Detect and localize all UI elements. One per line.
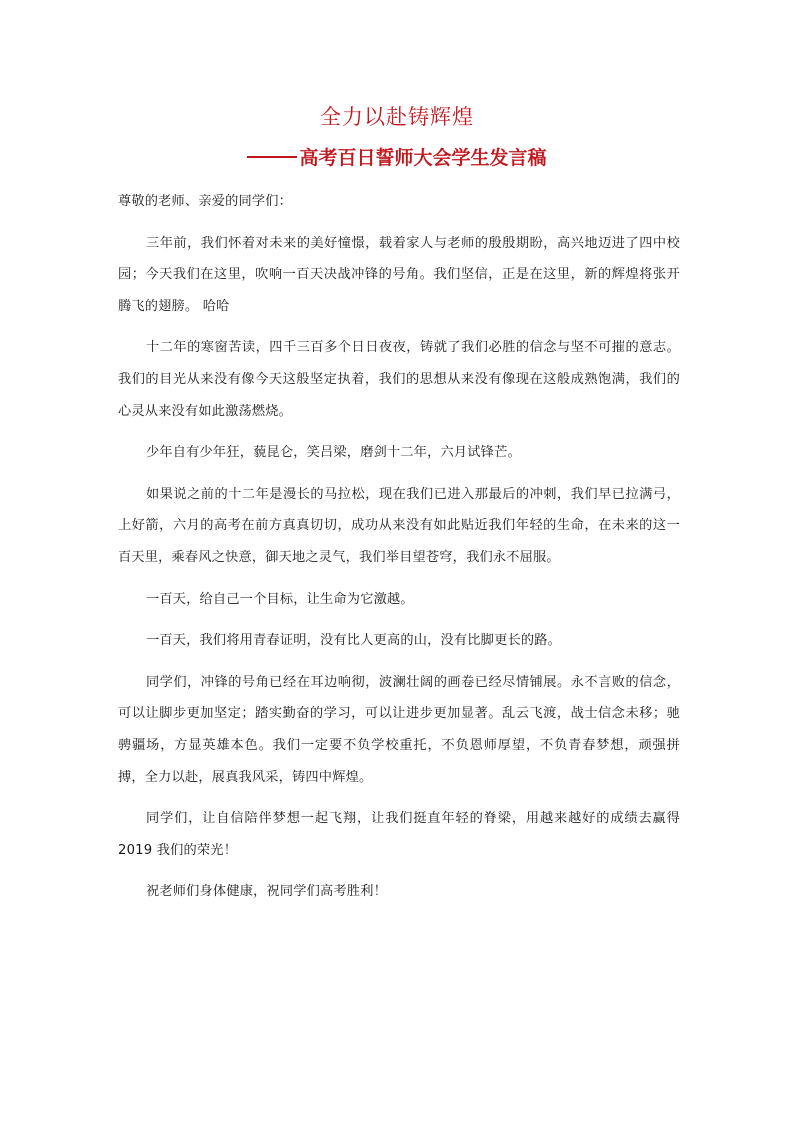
paragraph: 祝老师们身体健康，祝同学们高考胜利！	[146, 884, 387, 900]
paragraph: 三年前，我们怀着对未来的美好憧憬，载着家人与老师的殷殷期盼，高兴地迈进了四中校园；今天我们在这里，吹响一百天决战冲锋的号角。我们坚信，正是在这里，新的辉煌将张开腾飞的翅膀。 哈哈	[118, 235, 680, 314]
document-subtitle: 高考百日誓师大会学生发言稿	[299, 147, 547, 169]
paragraph: 一百天，给自己一个目标，让生命为它激越。	[146, 591, 414, 607]
paragraph: 如果说之前的十二年是漫长的马拉松，现在我们已进入那最后的冲刺，我们早已拉满弓，上好箭，六月的高考在前方真真切切，成功从来没有如此贴近我们年轻的生命，在未来的这一百天里，乘春风之快意，御天地之灵气，我们举目望苍穹，我们永不屈服。	[118, 486, 680, 565]
document-title: 全力以赴铸辉煌	[320, 105, 474, 129]
paragraph: 同学们，冲锋的号角已经在耳边响彻，波澜壮阔的画卷已经尽情铺展。永不言败的信念，可以让脚步更加坚定；踏实勤奋的学习，可以让进步更加显著。乱云飞渡，战士信念未移；驰骋疆场，方显英雄本色。我们一定要不负学校重托，不负恩师厚望，不负青春梦想，顽强拼搏，全力以赴，展真我风采，铸四中辉煌。	[118, 674, 680, 785]
document-body	[118, 186, 680, 918]
paragraph: 少年自有少年狂，藐昆仑，笑吕梁，磨剑十二年，六月试锋芒。	[146, 445, 521, 461]
paragraph: 同学们，让自信陪伴梦想一起飞翔，让我们挺直年轻的脊梁，用越来越好的成绩去赢得2019 我们的荣光！	[118, 811, 680, 858]
paragraph: 一百天，我们将用青春证明，没有比人更高的山，没有比脚更长的路。	[146, 633, 562, 649]
greeting: 尊敬的老师、亲爱的同学们：	[118, 194, 293, 209]
paragraph: 十二年的寒窗苦读，四千三百多个日日夜夜，铸就了我们必胜的信念与坚不可摧的意志。我们的目光从来没有像今天这般坚定执着，我们的思想从来没有像现在这般成熟饱满，我们的心灵从来没有如此激荡燃烧。	[118, 340, 680, 419]
document-subtitle-line	[0, 144, 794, 172]
em-dash-rule	[247, 156, 297, 158]
